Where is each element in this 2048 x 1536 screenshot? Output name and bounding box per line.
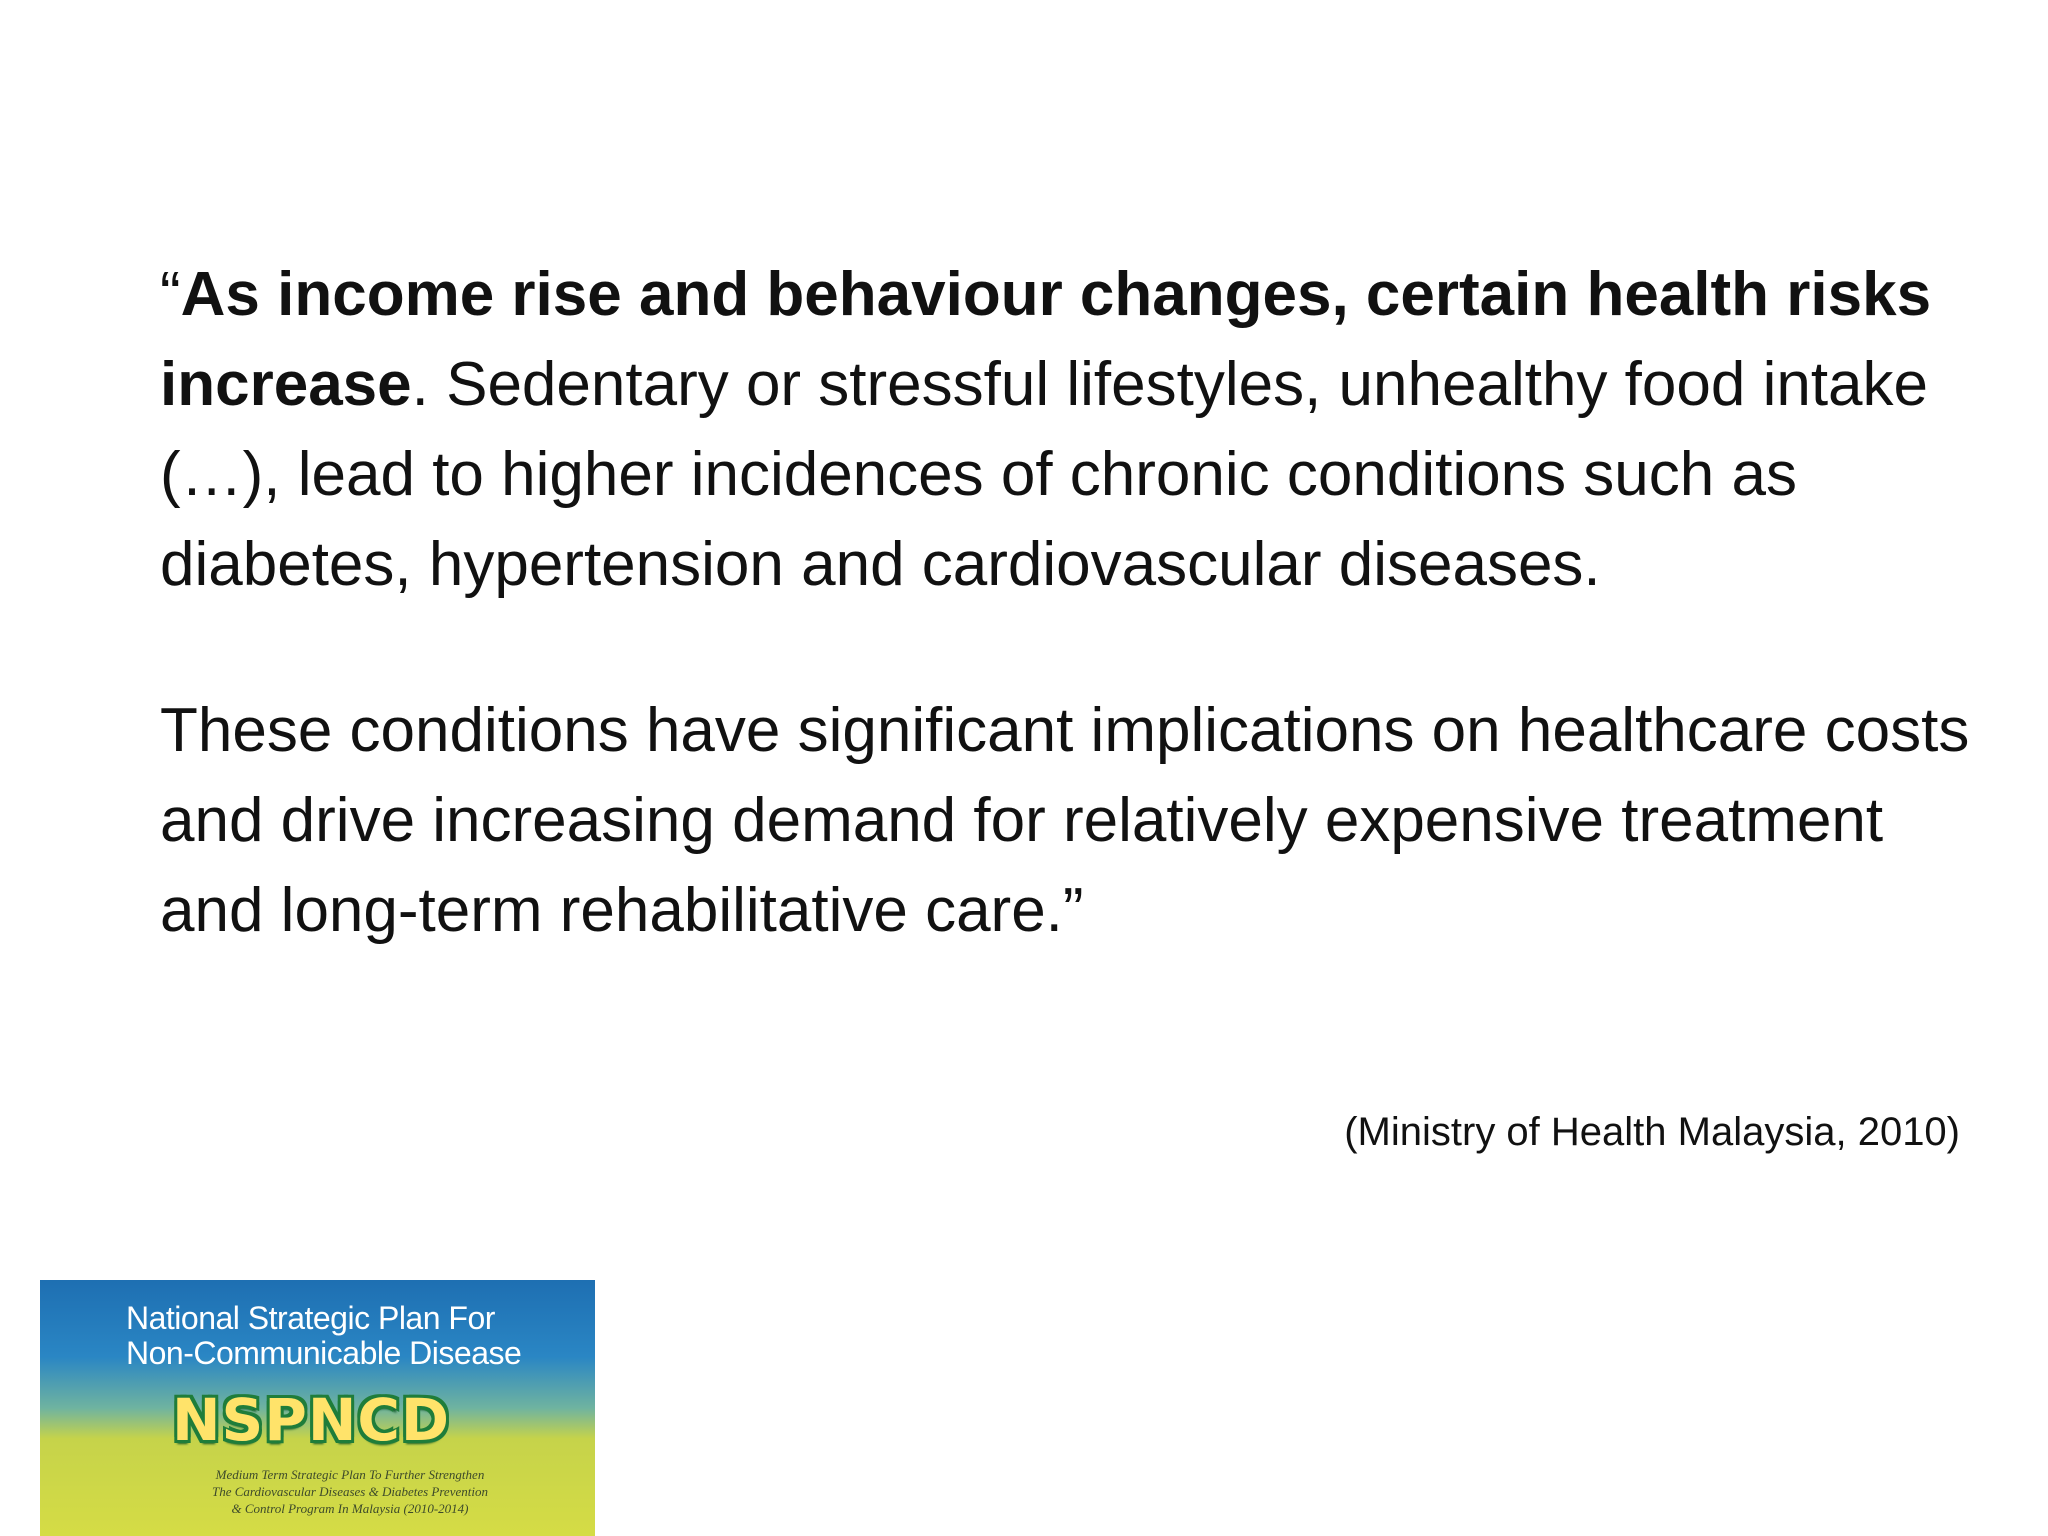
nspncd-cover-image [40, 1280, 595, 1536]
cover-acronym: NSPNCD [172, 1386, 451, 1454]
quote-paragraph-1 [160, 250, 2000, 610]
cover-title-line-1: National Strategic Plan For [126, 1300, 495, 1336]
cover-subtitle-line: & Control Program In Malaysia (2010-2014) [231, 1501, 469, 1516]
open-quote-mark: “ [160, 260, 181, 329]
cover-subtitle-line: The Cardiovascular Diseases & Diabetes Prevention [212, 1484, 488, 1499]
cover-title-line-2: Non-Communicable Disease [126, 1335, 522, 1371]
cover-subtitle-line: Medium Term Strategic Plan To Further Strengthen [215, 1467, 485, 1482]
citation: (Ministry of Health Malaysia, 2010) [1344, 1110, 1960, 1154]
quote-block [160, 250, 2000, 956]
quote-bold-lead: As income rise and behaviour changes, certain health risks increase [160, 260, 1932, 419]
cover-subtitle [140, 1466, 560, 1517]
quote-paragraph-2: These conditions have significant implications on healthcare costs and drive increasing demand for relatively expensive treatment and long-term rehabilitative care.” [160, 696, 1970, 945]
quote-rest: . Sedentary or stressful lifestyles, unhealthy food intake (…), lead to higher incidences of chronic conditions such as diabetes, hypertension and cardiovascular diseases. [160, 350, 1929, 599]
